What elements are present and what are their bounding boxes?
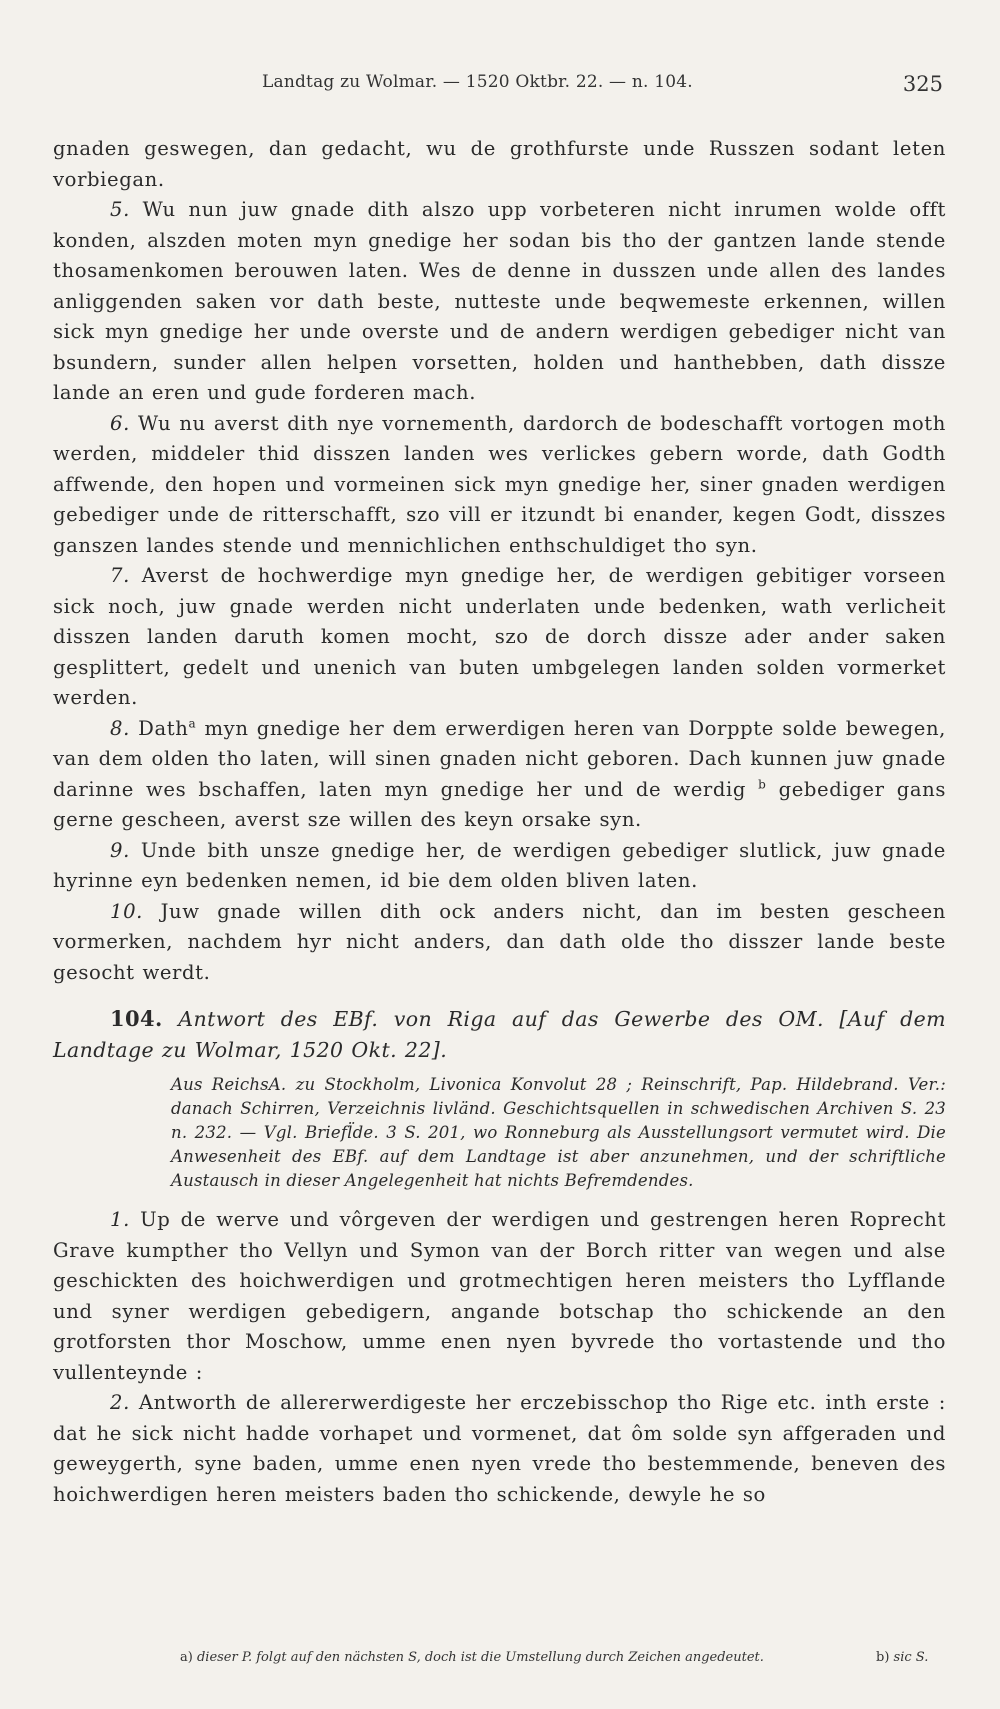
paragraph-number: 1.: [110, 1208, 130, 1231]
document-number: 104.: [110, 1006, 163, 1031]
paragraph-text: Wu nun juw gnade dith alszo upp vorbeteren nicht inrumen wolde offt konden, alszden moten myn gnedige her sodan bis tho der gantzen lande stende thosamenkomen berouwen laten. Wes de denne in dusszen unde allen des landes anliggenden saken vor dath beste, nutteste unde beqwemeste erkennen, willen sick myn gnedige her unde overste und de andern werdigen gebediger nicht van bsundern, sunder allen helpen vorsetten, holden und hanthebben, dath dissze lande an eren und gude forderen mach.: [53, 198, 946, 404]
paragraph-text: Unde bith unsze gnedige her, de werdigen gebediger slutlick, juw gnade hyrinne eyn bedenken nemen, id bie dem olden bliven laten.: [53, 838, 946, 892]
paragraph-number: 8.: [110, 716, 130, 740]
document-text: [53, 1205, 946, 1510]
paragraph-text: Up de werve und vôrgeven der werdigen und gestrengen heren Roprecht Grave kumpther tho Vellyn und Symon van der Borch ritter van wegen und alse geschickten des hoichwerdigen und grotmechtigen heren meisters tho Lyfflande und syner werdigen gebedigern, angande botschap tho schickende an den grotforsten thor Moschow, umme enen nyen byvrede tho vortastende und tho vullenteynde :: [53, 1208, 946, 1384]
source-note: Aus ReichsA. zu Stockholm, Livonica Konvolut 28 ; Reinschrift, Pap. Hildebrand. Ver.: danach Schirren, Verzeichnis livländ. Geschichtsquellen in schwedischen Archiven S. 23 n. 232. — Vgl. Briefl̈de. 3 S. 201, wo Ronneburg als Ausstellungsort vermutet wird. Die Anwesenheit des EBf. auf dem Landtage ist aber anzunehmen, und der schriftliche Austausch in dieser Angelegenheit hat nichts Befremdendes.: [171, 1075, 946, 1190]
paragraph-8: [53, 714, 946, 836]
footnote-text: sic S.: [889, 1650, 929, 1665]
paragraph-1: [53, 1205, 946, 1388]
running-header: [0, 72, 1000, 102]
footnote-ref-a: a: [188, 715, 197, 730]
paragraph-text: Averst de hochwerdige myn gnedige her, de werdigen gebitiger vorseen sick noch, juw gnade werden nicht underlaten unde bedenken, wath verlicheit disszen landen daruth komen mocht, szo de dorch dissze ader ander saken gesplittert, gedelt und unenich van buten umbgelegen landen solden vormerket werden.: [53, 564, 946, 709]
document-title-text: Antwort des EBf. von Riga auf das Gewerbe des OM.: [162, 1007, 824, 1031]
paragraph-text: myn gnedige her dem erwerdigen heren van Dorppte solde bewegen, van dem olden tho laten, will sinen gnaden nicht geboren. Dach kunnen juw gnade darinne wes bschaffen, laten myn gnedige her und de werdig: [53, 716, 946, 801]
paragraph-5: [53, 195, 946, 409]
footnote-b: [876, 1650, 928, 1665]
paragraph-10: [53, 897, 946, 989]
paragraph-text: Juw gnade willen dith ock anders nicht, dan im besten gescheen vormerken, nachdem hyr nicht anders, dan dath olde tho disszer lande beste gesocht werdt.: [53, 899, 946, 984]
document-title: [53, 1004, 946, 1065]
paragraph-number: 2.: [110, 1391, 130, 1414]
paragraph-text: Dath: [129, 716, 189, 740]
footnote-label: b): [876, 1650, 890, 1665]
paragraph-2: [53, 1388, 946, 1510]
running-title: Landtag zu Wolmar. — 1520 Oktbr. 22. — n. 104.: [262, 72, 693, 92]
document-place-date: [Auf dem Landtage zu Wolmar, 1520 Okt. 22].: [53, 1007, 946, 1062]
paragraph-number: 9.: [110, 838, 130, 862]
page-number: 325: [902, 72, 943, 96]
paragraph-text: Wu nu averst dith nye vornementh, dardorch de bodeschafft vortogen moth werden, middeler thid disszen landen wes verlickes gebern worde, dath Godth affwende, den hopen und vormeinen sick myn gnedige her, siner gnaden werdigen gebediger unde de ritterschafft, szo vill er itzundt bi enander, kegen Godt, disszes ganszen landes stende und mennichlichen enthschuldiget tho syn.: [53, 411, 946, 557]
paragraph-text: gebediger gans gerne gescheen, averst sze willen des keyn orsake syn.: [53, 777, 946, 831]
paragraph-text: Antworth de allererwerdigeste her erczebisschop tho Rige etc. inth erste : dat he sick nicht hadde vorhapet und vormenet, dat ôm solde syn affgeraden und geweygerth, syne baden, umme enen nyen vrede tho bestemmende, beneven des hoichwerdigen heren meisters baden tho schickende, dewyle he so: [53, 1391, 946, 1506]
paragraph-6: [53, 409, 946, 562]
paragraph-7: [53, 561, 946, 714]
footnote-label: a): [180, 1650, 193, 1665]
paragraph-number: 7.: [110, 564, 130, 587]
paragraph-number: 6.: [110, 411, 130, 435]
footnote-text: dieser P. folgt auf den nächsten S, doch ist die Umstellung durch Zeichen angedeutet.: [192, 1650, 764, 1665]
paragraph-continuation: [53, 134, 946, 195]
paragraph-text: gnaden geswegen, dan gedacht, wu de grothfurste unde Russzen sodant leten vorbiegan.: [53, 137, 946, 191]
document-heading: [53, 1004, 946, 1065]
paragraph-number: 10.: [110, 899, 143, 923]
paragraph-number: 5.: [110, 198, 130, 221]
footnote-ref-b: b: [758, 776, 767, 791]
footnote-a: [180, 1650, 764, 1665]
paragraph-9: [53, 836, 946, 897]
page-body: [53, 134, 946, 1510]
